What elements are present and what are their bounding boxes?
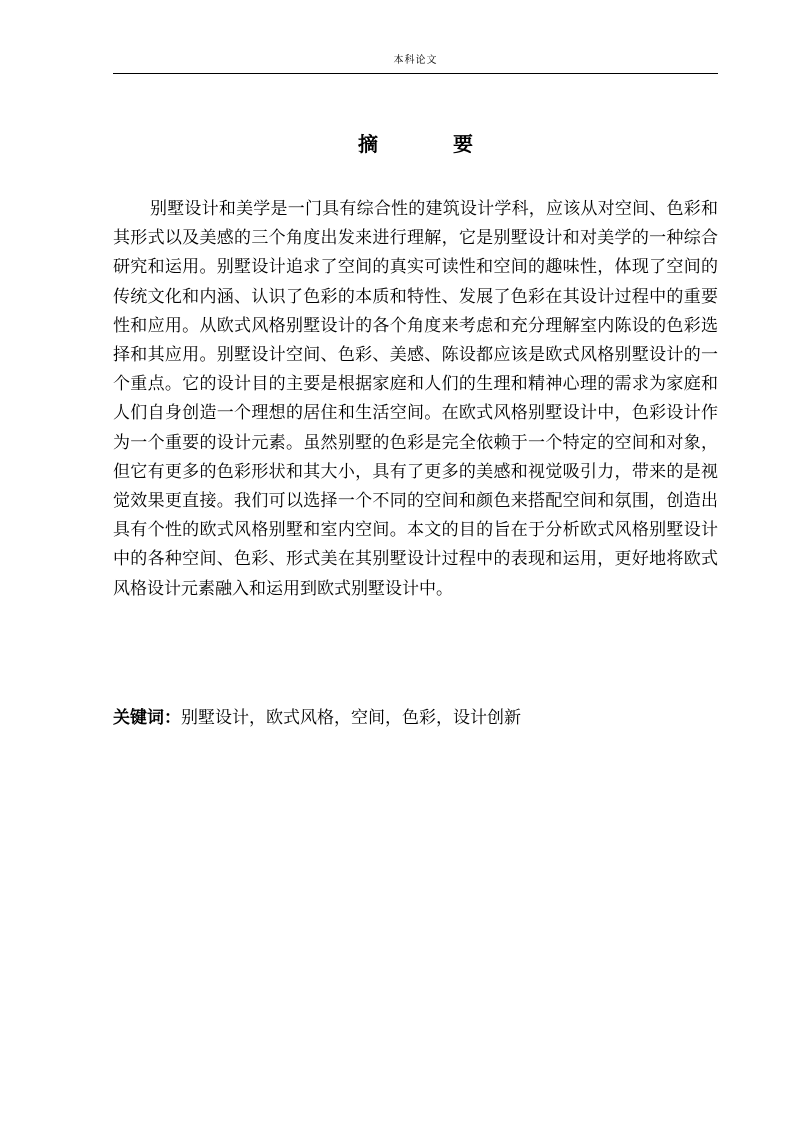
abstract-body: 别墅设计和美学是一门具有综合性的建筑设计学科，应该从对空间、色彩和其形式以及美感的三个角度出发来进行理解，它是别墅设计和对美学的一种综合研究和运用。别墅设计追求了空间的真实可读性和空间的趣味性，体现了空间的传统文化和内涵、认识了色彩的本质和特性、发展了色彩在其设计过程中的重要性和应用。从欧式风格别墅设计的各个角度来考虑和充分理解室内陈设的色彩选择和其应用。别墅设计空间、色彩、美感、陈设都应该是欧式风格别墅设计的一个重点。它的设计目的主要是根据家庭和人们的生理和精神心理的需求为家庭和人们自身创造一个理想的居住和生活空间。在欧式风格别墅设计中，色彩设计作为一个重要的设计元素。虽然别墅的色彩是完全依赖于一个特定的空间和对象，但它有更多的色彩形状和其大小，具有了更多的美感和视觉吸引力，带来的是视觉效果更直接。我们可以选择一个不同的空间和颜色来搭配空间和氛围，创造出具有个性的欧式风格别墅和室内空间。本文的目的旨在于分析欧式风格别墅设计中的各种空间、色彩、形式美在其别墅设计过程中的表现和运用，更好地将欧式风格设计元素融入和运用到欧式别墅设计中。 xyxy=(113,199,718,599)
keywords-line xyxy=(113,705,718,731)
running-header: 本科论文 xyxy=(393,55,438,66)
abstract-title: 摘 要 xyxy=(358,132,507,156)
header-rule xyxy=(113,73,718,74)
keywords-label: 关键词： xyxy=(113,708,181,728)
keywords-value: 别墅设计，欧式风格，空间，色彩，设计创新 xyxy=(181,708,521,728)
